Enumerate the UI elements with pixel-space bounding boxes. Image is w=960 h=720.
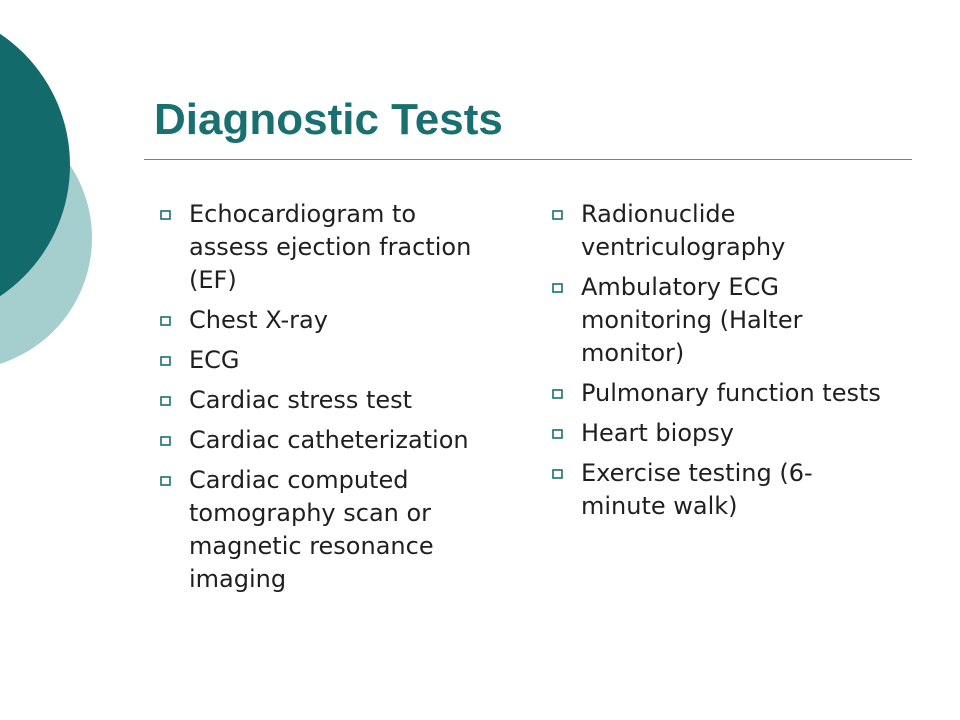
bullet-text: ECG xyxy=(189,346,240,374)
square-hollow-bullet-icon xyxy=(552,429,563,439)
bullet-item xyxy=(552,457,882,523)
bullet-text: Heart biopsy xyxy=(581,419,734,447)
square-hollow-bullet-icon xyxy=(552,389,563,399)
bullet-text: Chest X-ray xyxy=(189,306,328,334)
bullet-text: Cardiac stress test xyxy=(189,386,413,414)
square-hollow-bullet-icon xyxy=(160,396,171,406)
bullet-item xyxy=(160,304,490,337)
square-hollow-bullet-icon xyxy=(160,476,171,486)
square-hollow-bullet-icon xyxy=(552,283,563,293)
bullet-text: Exercise testing (6-minute walk) xyxy=(581,459,813,520)
decorative-circles xyxy=(0,0,120,400)
bullet-item xyxy=(160,464,490,596)
square-hollow-bullet-icon xyxy=(160,436,171,446)
bullet-text: Cardiac computed tomography scan or magnetic resonance imaging xyxy=(189,466,434,593)
bullet-text: Radionuclide ventriculography xyxy=(581,200,786,261)
bullet-text: Pulmonary function tests xyxy=(581,379,881,407)
bullet-item xyxy=(552,198,882,264)
bullet-item xyxy=(160,344,490,377)
bullet-item xyxy=(160,424,490,457)
bullet-text: Echocardiogram to assess ejection fraction (EF) xyxy=(189,200,472,294)
bullet-item xyxy=(552,271,882,370)
bullet-item xyxy=(552,417,882,450)
title-divider xyxy=(144,159,912,160)
bullet-item xyxy=(160,198,490,297)
square-hollow-bullet-icon xyxy=(552,469,563,479)
bullet-text: Cardiac catheterization xyxy=(189,426,469,454)
left-bullet-list xyxy=(160,198,490,603)
square-hollow-bullet-icon xyxy=(552,210,563,220)
bullet-item xyxy=(160,384,490,417)
square-hollow-bullet-icon xyxy=(160,210,171,220)
bullet-item xyxy=(552,377,882,410)
square-hollow-bullet-icon xyxy=(160,356,171,366)
square-hollow-bullet-icon xyxy=(160,316,171,326)
bullet-text: Ambulatory ECG monitoring (Halter monitor) xyxy=(581,273,803,367)
right-bullet-list xyxy=(552,198,882,530)
slide-title: Diagnostic Tests xyxy=(154,95,503,144)
